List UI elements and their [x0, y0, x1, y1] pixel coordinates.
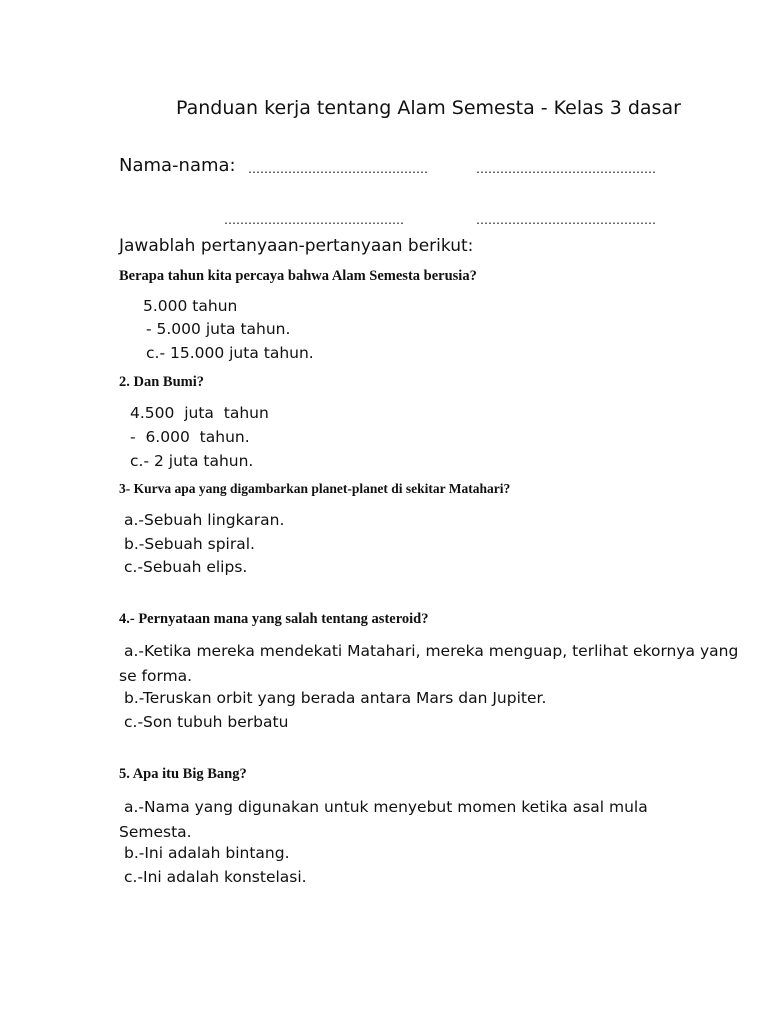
question-5: 5. Apa itu Big Bang? [119, 766, 247, 782]
question-5-option-a[interactable]: a.-Nama yang digunakan untuk menyebut momen ketika asal mula Semesta. [119, 798, 648, 841]
question-2-option-c[interactable]: c.- 2 juta tahun. [130, 452, 254, 470]
name-blank-1[interactable]: ……………………………………… [248, 162, 428, 176]
question-4: 4.- Pernyataan mana yang salah tentang asteroid? [119, 611, 429, 627]
question-2-option-a[interactable]: 4.500 juta tahun [130, 404, 269, 422]
name-blank-4[interactable]: ……………………………………… [476, 213, 656, 227]
question-4-option-c[interactable]: c.-Son tubuh berbatu [124, 713, 289, 731]
question-1-option-c[interactable]: c.- 15.000 juta tahun. [146, 344, 314, 362]
question-4-option-b[interactable]: b.-Teruskan orbit yang berada antara Mars dan Jupiter. [124, 689, 547, 707]
question-5-option-b[interactable]: b.-Ini adalah bintang. [124, 844, 290, 862]
question-2-option-b[interactable]: - 6.000 tahun. [130, 428, 250, 446]
names-label: Nama-nama: [119, 155, 236, 176]
question-3: 3- Kurva apa yang digambarkan planet-planet di sekitar Matahari? [119, 481, 511, 496]
page-title: Panduan kerja tentang Alam Semesta - Kelas 3 dasar [176, 97, 681, 119]
question-3-option-a[interactable]: a.-Sebuah lingkaran. [124, 511, 285, 529]
question-2: 2. Dan Bumi? [119, 374, 205, 390]
question-3-option-b[interactable]: b.-Sebuah spiral. [124, 535, 255, 553]
question-1-option-b[interactable]: - 5.000 juta tahun. [146, 320, 291, 338]
name-blank-2[interactable]: ……………………………………… [476, 162, 656, 176]
instruction-text: Jawablah pertanyaan-pertanyaan berikut: [119, 236, 474, 256]
question-4-option-a[interactable]: a.-Ketika mereka mendekati Matahari, mereka menguap, terlihat ekornya yang se forma. [119, 642, 739, 685]
question-1-option-a[interactable]: 5.000 tahun [143, 297, 238, 315]
question-3-option-c[interactable]: c.-Sebuah elips. [124, 558, 248, 576]
question-5-option-c[interactable]: c.-Ini adalah konstelasi. [124, 868, 307, 886]
question-1: Berapa tahun kita percaya bahwa Alam Semesta berusia? [119, 268, 477, 284]
name-blank-3[interactable]: ……………………………………… [224, 213, 404, 227]
